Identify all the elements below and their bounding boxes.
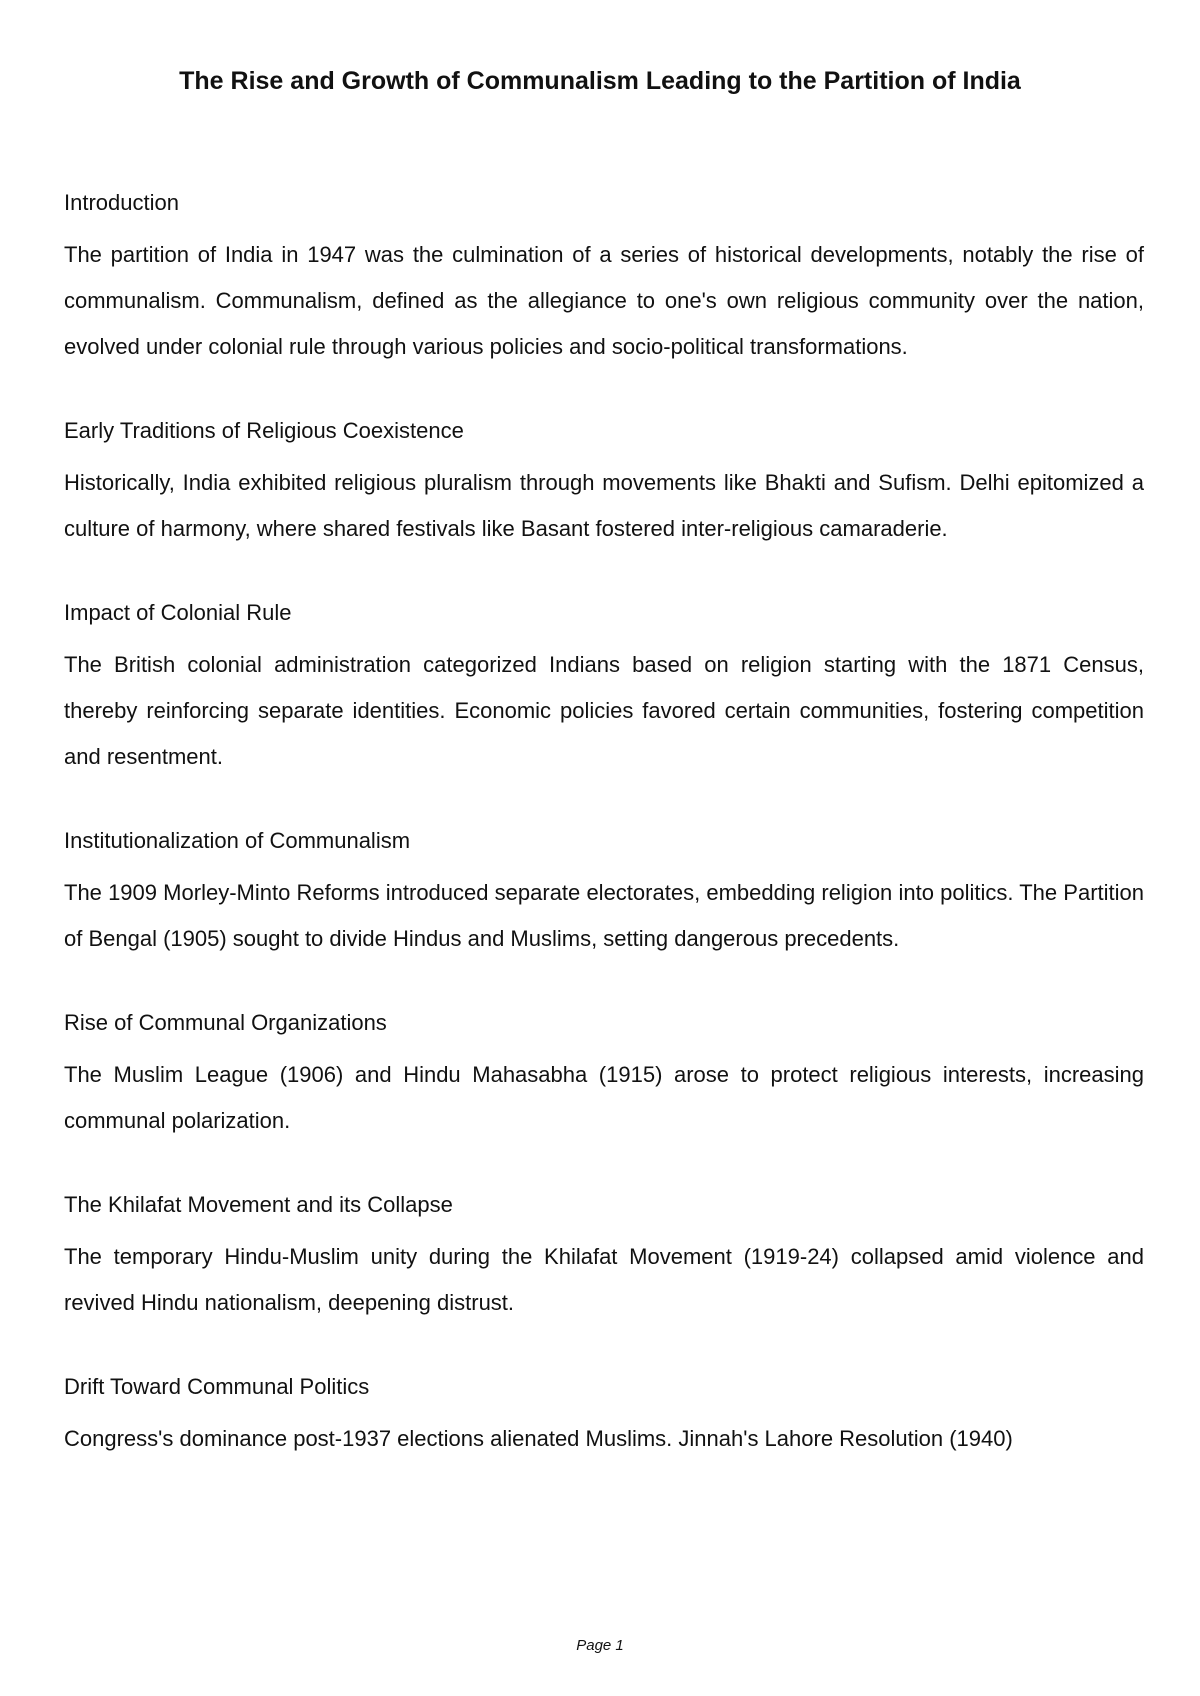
section-early-traditions: [64, 416, 1144, 552]
section-body: The 1909 Morley-Minto Reforms introduced separate electorates, embedding religion into politics. The Partition of Bengal (1905) sought to divide Hindus and Muslims, setting dangerous precedents.: [64, 880, 1144, 951]
page-number: Page 1: [576, 1637, 624, 1654]
section-body: The partition of India in 1947 was the culmination of a series of historical developments, notably the rise of communalism. Communalism, defined as the allegiance to one's own religious community over the nation, evolved under colonial rule through various policies and socio-political transformations.: [64, 242, 1144, 359]
section-institutionalization: [64, 826, 1144, 962]
section-colonial-rule: [64, 598, 1144, 780]
section-heading: Institutionalization of Communalism: [64, 828, 411, 853]
section-heading: Impact of Colonial Rule: [64, 600, 292, 625]
section-heading: Drift Toward Communal Politics: [64, 1374, 370, 1399]
section-body: The British colonial administration categorized Indians based on religion starting with the 1871 Census, thereby reinforcing separate identities. Economic policies favored certain communities, fostering competition and resentment.: [64, 652, 1144, 769]
section-heading: Early Traditions of Religious Coexistence: [64, 418, 464, 443]
section-heading: Rise of Communal Organizations: [64, 1010, 387, 1035]
section-body: The temporary Hindu-Muslim unity during the Khilafat Movement (1919-24) collapsed amid violence and revived Hindu nationalism, deepening distrust.: [64, 1244, 1144, 1315]
section-introduction: [64, 188, 1144, 370]
section-khilafat-movement: [64, 1190, 1144, 1326]
document-content: [64, 188, 1144, 1508]
section-communal-organizations: [64, 1008, 1144, 1144]
section-body: The Muslim League (1906) and Hindu Mahasabha (1915) arose to protect religious interests, increasing communal polarization.: [64, 1062, 1144, 1133]
section-body: Congress's dominance post-1937 elections alienated Muslims. Jinnah's Lahore Resolution (1940): [64, 1426, 1013, 1451]
section-body: Historically, India exhibited religious pluralism through movements like Bhakti and Sufism. Delhi epitomized a culture of harmony, where shared festivals like Basant fostered inter-religious camaraderie.: [64, 470, 1144, 541]
document-title: The Rise and Growth of Communalism Leading to the Partition of India: [179, 67, 1021, 95]
section-heading: The Khilafat Movement and its Collapse: [64, 1192, 453, 1217]
section-communal-politics: [64, 1372, 1144, 1462]
section-heading: Introduction: [64, 190, 179, 215]
